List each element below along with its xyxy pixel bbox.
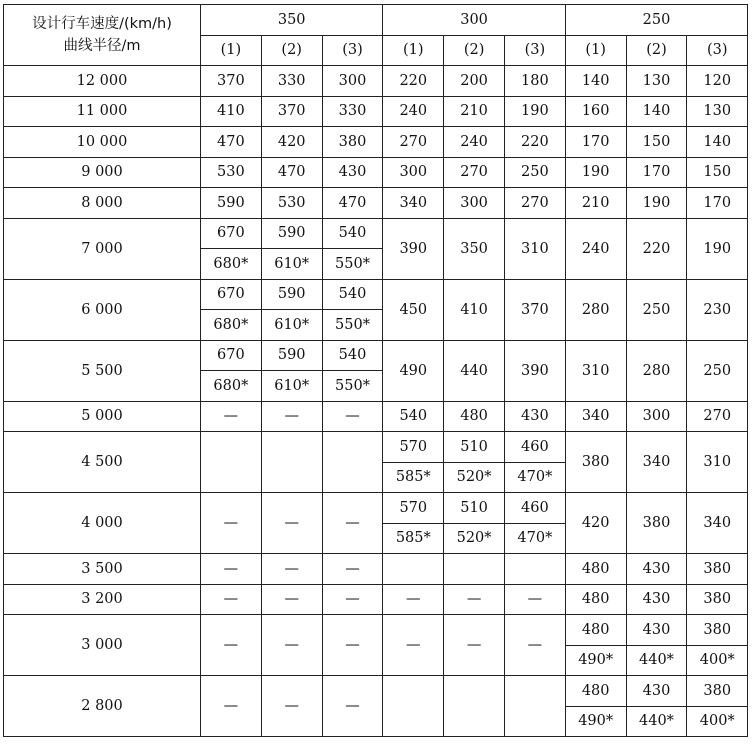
radius-cell: 11 000 (4, 96, 201, 127)
value-cell-alt: 550* (322, 249, 383, 280)
value-cell: 380 (687, 676, 748, 707)
table-body (4, 5, 748, 737)
value-cell: 280 (565, 279, 626, 340)
value-cell: 420 (261, 127, 322, 158)
value-cell: — (201, 584, 262, 615)
value-cell: 570 (383, 432, 444, 463)
value-cell: 270 (504, 188, 565, 219)
value-cell-alt: 680* (201, 371, 262, 402)
radius-cell: 5 500 (4, 340, 201, 401)
value-cell: 270 (383, 127, 444, 158)
subcol-header: (2) (261, 35, 322, 66)
value-cell: 140 (626, 96, 687, 127)
value-cell: 510 (444, 432, 505, 463)
radius-label: 曲线半径/m (63, 38, 141, 54)
corner-header (4, 5, 201, 66)
value-cell: 310 (565, 340, 626, 401)
value-cell-alt: 585* (383, 462, 444, 493)
value-cell: — (444, 584, 505, 615)
value-cell: 300 (322, 66, 383, 97)
value-cell: 390 (504, 340, 565, 401)
value-cell: 430 (626, 554, 687, 585)
value-cell: 370 (504, 279, 565, 340)
table-row (4, 96, 748, 127)
value-cell: — (383, 584, 444, 615)
value-cell: 310 (687, 432, 748, 493)
value-cell: — (322, 493, 383, 554)
radius-cell: 2 800 (4, 676, 201, 737)
value-cell: 430 (322, 157, 383, 188)
value-cell: 470 (201, 127, 262, 158)
value-cell: 670 (201, 279, 262, 310)
radius-cell: 3 500 (4, 554, 201, 585)
speed-header-350: 350 (201, 5, 383, 36)
value-cell: 490 (383, 340, 444, 401)
value-cell: 300 (444, 188, 505, 219)
value-cell: 220 (383, 66, 444, 97)
value-cell: — (201, 554, 262, 585)
value-cell: 330 (261, 66, 322, 97)
value-cell-alt: 610* (261, 249, 322, 280)
radius-cell: 5 000 (4, 401, 201, 432)
table-row (4, 493, 748, 524)
value-cell: 370 (261, 96, 322, 127)
value-cell: 420 (565, 493, 626, 554)
value-cell: 190 (504, 96, 565, 127)
value-cell: 340 (565, 401, 626, 432)
value-cell: 570 (383, 493, 444, 524)
value-cell: 390 (383, 218, 444, 279)
speed-header-300: 300 (383, 5, 565, 36)
value-cell: 590 (261, 218, 322, 249)
value-cell: 170 (565, 127, 626, 158)
value-cell-alt: 680* (201, 249, 262, 280)
value-cell: 380 (565, 432, 626, 493)
value-cell: — (201, 401, 262, 432)
table-row (4, 157, 748, 188)
value-cell: 590 (201, 188, 262, 219)
subcol-header: (3) (504, 35, 565, 66)
value-cell: 670 (201, 340, 262, 371)
value-cell: — (261, 676, 322, 737)
value-cell: 270 (444, 157, 505, 188)
table-row (4, 218, 748, 249)
value-cell: 470 (261, 157, 322, 188)
value-cell: 170 (626, 157, 687, 188)
value-cell-alt: 585* (383, 523, 444, 554)
value-cell: 120 (687, 66, 748, 97)
subcol-header: (3) (687, 35, 748, 66)
value-cell: 330 (322, 96, 383, 127)
value-cell: 140 (687, 127, 748, 158)
radius-cell: 4 000 (4, 493, 201, 554)
value-cell: 130 (626, 66, 687, 97)
value-cell: 180 (504, 66, 565, 97)
value-cell: 300 (383, 157, 444, 188)
value-cell: — (261, 401, 322, 432)
value-cell: 250 (504, 157, 565, 188)
value-cell: 240 (383, 96, 444, 127)
value-cell: — (261, 615, 322, 676)
value-cell: 480 (565, 676, 626, 707)
value-cell: — (322, 401, 383, 432)
value-cell: 200 (444, 66, 505, 97)
value-cell: 430 (504, 401, 565, 432)
table-row (4, 188, 748, 219)
value-cell: 340 (687, 493, 748, 554)
value-cell-alt: 490* (565, 645, 626, 676)
value-cell: — (201, 493, 262, 554)
value-cell: 210 (444, 96, 505, 127)
value-cell: — (261, 554, 322, 585)
value-cell: — (383, 615, 444, 676)
subcol-header: (1) (201, 35, 262, 66)
value-cell: — (322, 615, 383, 676)
value-cell: 540 (383, 401, 444, 432)
value-cell: — (201, 615, 262, 676)
value-cell: — (504, 584, 565, 615)
radius-cell: 4 500 (4, 432, 201, 493)
value-cell: 300 (626, 401, 687, 432)
value-cell-alt: 440* (626, 645, 687, 676)
table-row (4, 584, 748, 615)
value-cell: 210 (565, 188, 626, 219)
table-row (4, 676, 748, 707)
value-cell: 450 (383, 279, 444, 340)
value-cell (504, 676, 565, 737)
radius-cell: 9 000 (4, 157, 201, 188)
value-cell: 220 (504, 127, 565, 158)
value-cell-alt: 490* (565, 706, 626, 737)
value-cell: 370 (201, 66, 262, 97)
value-cell: 150 (687, 157, 748, 188)
table-row (4, 432, 748, 463)
value-cell: — (261, 493, 322, 554)
value-cell: 470 (322, 188, 383, 219)
value-cell-alt: 610* (261, 371, 322, 402)
value-cell: 340 (626, 432, 687, 493)
value-cell: 440 (444, 340, 505, 401)
value-cell: 190 (626, 188, 687, 219)
value-cell: 230 (687, 279, 748, 340)
value-cell: 480 (565, 615, 626, 646)
value-cell: 350 (444, 218, 505, 279)
value-cell: 160 (565, 96, 626, 127)
value-cell: 380 (626, 493, 687, 554)
value-cell-alt: 550* (322, 310, 383, 341)
value-cell: 590 (261, 340, 322, 371)
radius-cell: 7 000 (4, 218, 201, 279)
value-cell: 310 (504, 218, 565, 279)
radius-cell: 8 000 (4, 188, 201, 219)
subcol-header: (2) (444, 35, 505, 66)
radius-cell: 3 200 (4, 584, 201, 615)
value-cell: 380 (322, 127, 383, 158)
value-cell (261, 432, 322, 493)
value-cell: 150 (626, 127, 687, 158)
value-cell: 670 (201, 218, 262, 249)
value-cell: 240 (565, 218, 626, 279)
value-cell: 510 (444, 493, 505, 524)
value-cell: — (322, 554, 383, 585)
value-cell: 380 (687, 615, 748, 646)
value-cell: 270 (687, 401, 748, 432)
value-cell-alt: 470* (504, 462, 565, 493)
value-cell: — (201, 676, 262, 737)
value-cell: 190 (565, 157, 626, 188)
value-cell: 250 (687, 340, 748, 401)
subcol-header: (2) (626, 35, 687, 66)
value-cell-alt: 400* (687, 645, 748, 676)
value-cell: 430 (626, 676, 687, 707)
value-cell: 430 (626, 615, 687, 646)
value-cell: — (261, 584, 322, 615)
value-cell: 190 (687, 218, 748, 279)
table-row (4, 340, 748, 371)
value-cell-alt: 610* (261, 310, 322, 341)
value-cell: 140 (565, 66, 626, 97)
value-cell: 340 (383, 188, 444, 219)
value-cell-alt: 400* (687, 706, 748, 737)
value-cell: 280 (626, 340, 687, 401)
value-cell-alt: 520* (444, 523, 505, 554)
value-cell: 480 (565, 554, 626, 585)
value-cell-alt: 470* (504, 523, 565, 554)
table-row (4, 615, 748, 646)
value-cell: 530 (261, 188, 322, 219)
value-cell: 460 (504, 432, 565, 463)
value-cell: — (322, 584, 383, 615)
radius-cell: 3 000 (4, 615, 201, 676)
value-cell: 410 (201, 96, 262, 127)
subcol-header: (1) (565, 35, 626, 66)
value-cell: 250 (626, 279, 687, 340)
speed-radius-table (3, 4, 748, 737)
value-cell-alt: 520* (444, 462, 505, 493)
value-cell: 430 (626, 584, 687, 615)
table-row (4, 127, 748, 158)
value-cell-alt: 550* (322, 371, 383, 402)
value-cell (383, 554, 444, 585)
value-cell (504, 554, 565, 585)
table-row (4, 279, 748, 310)
value-cell: — (444, 615, 505, 676)
value-cell: 410 (444, 279, 505, 340)
speed-header-250: 250 (565, 5, 747, 36)
value-cell: 460 (504, 493, 565, 524)
value-cell: 380 (687, 584, 748, 615)
value-cell: 540 (322, 340, 383, 371)
radius-cell: 6 000 (4, 279, 201, 340)
value-cell (322, 432, 383, 493)
value-cell: 590 (261, 279, 322, 310)
subcol-header: (3) (322, 35, 383, 66)
value-cell: 380 (687, 554, 748, 585)
speed-label: 设计行车速度/(km/h) (32, 16, 172, 32)
value-cell: 130 (687, 96, 748, 127)
value-cell (444, 554, 505, 585)
value-cell (201, 432, 262, 493)
value-cell: 540 (322, 218, 383, 249)
value-cell: 240 (444, 127, 505, 158)
value-cell: 480 (444, 401, 505, 432)
value-cell: 220 (626, 218, 687, 279)
value-cell: 540 (322, 279, 383, 310)
table-row (4, 554, 748, 585)
value-cell: — (504, 615, 565, 676)
value-cell-alt: 680* (201, 310, 262, 341)
value-cell: — (322, 676, 383, 737)
value-cell: 530 (201, 157, 262, 188)
value-cell: 480 (565, 584, 626, 615)
radius-cell: 12 000 (4, 66, 201, 97)
value-cell: 170 (687, 188, 748, 219)
header-row-speeds (4, 5, 748, 36)
table-row (4, 401, 748, 432)
radius-cell: 10 000 (4, 127, 201, 158)
subcol-header: (1) (383, 35, 444, 66)
table-row (4, 66, 748, 97)
value-cell (383, 676, 444, 737)
value-cell (444, 676, 505, 737)
value-cell-alt: 440* (626, 706, 687, 737)
